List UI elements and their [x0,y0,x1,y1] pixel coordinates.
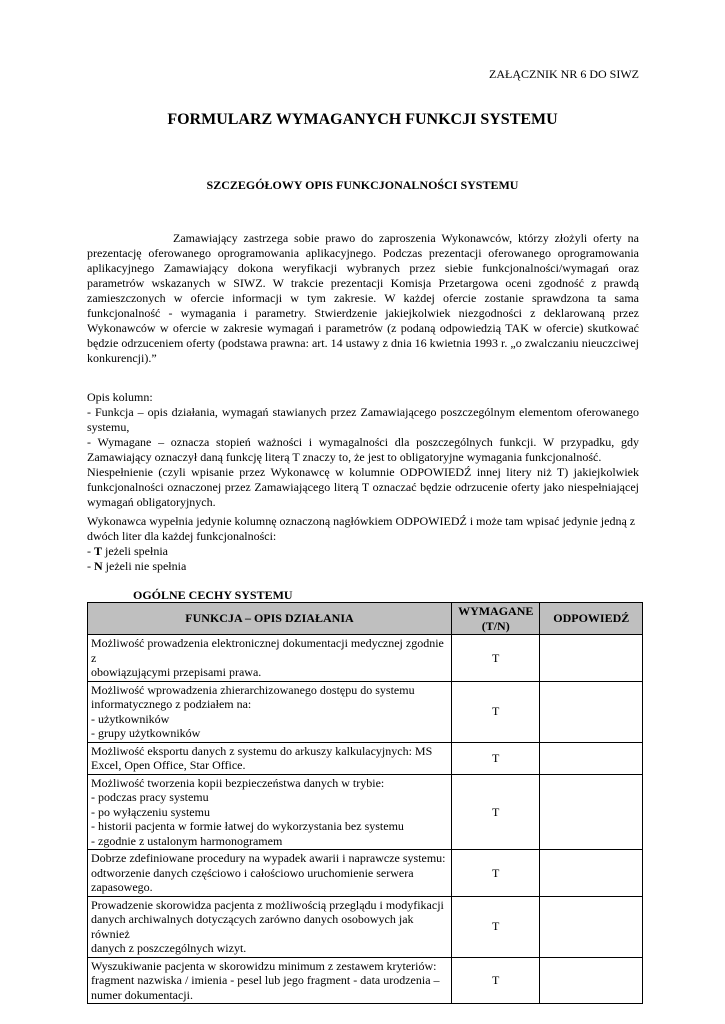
function-line: Możliwość eksportu danych z systemu do arkuszy kalkulacyjnych: MS [91,743,433,758]
function-line: Możliwość wprowadzenia zhierarchizowanego dostępu do systemu [91,682,415,697]
required-cell: T [451,896,540,957]
function-line: Excel, Open Office, Star Office. [91,758,246,772]
answer-instructions [87,514,639,574]
function-cell [88,681,452,742]
table-row [88,774,643,850]
table-row [88,681,643,742]
table-row [88,957,643,1004]
function-line: informatycznego z podziałem na: [91,697,252,711]
answer-option-n: - N jeżeli nie spełnia [87,559,187,573]
legend-wymagane: - Wymagane – oznacza stopień ważności i wymagalności dla poszczególnych funkcji. W przypadku, gdy Zamawiający oznaczył daną funkcję literą T znaczy to, że jest to obligatoryjne wymagania funkcjonalność. [87,435,639,464]
legend-heading: Opis kolumn: [87,390,153,404]
required-cell: T [451,850,540,897]
answer-line: Wykonawca wypełnia jedynie kolumnę oznaczoną nagłówkiem ODPOWIEDŹ i może tam wpisać jedynie jedną z dwóch liter dla każdej funkcjonalności: [87,514,636,543]
function-line: zapasowego. [91,880,153,894]
function-line: Dobrze zdefiniowane procedury na wypadek awarii i naprawcze systemu: [91,851,446,865]
function-line: Możliwość prowadzenia elektronicznej dokumentacji medycznej zgodnie z [91,636,444,665]
header-required [451,603,540,635]
function-line: - po wyłączeniu systemu [91,804,210,819]
columns-legend [87,390,639,510]
function-line: - grupy użytkowników [91,726,201,740]
table-row [88,742,643,774]
function-line: danych z poszczególnych wizyt. [91,941,247,955]
section-title: OGÓLNE CECHY SYSTEMU [133,588,293,602]
header-required-line1: WYMAGANE [458,604,534,618]
function-cell [88,635,452,682]
function-line: - zgodnie z ustalonym harmonogramem [91,833,283,848]
function-cell [88,896,452,957]
function-cell [88,850,452,897]
attachment-label: ZAŁĄCZNIK NR 6 DO SIWZ [489,67,639,81]
required-cell: T [451,681,540,742]
function-line: Prowadzenie skorowidza pacjenta z możliwością przeglądu i modyfikacji [91,897,444,912]
table-row [88,896,643,957]
function-cell [88,957,452,1004]
answer-cell[interactable] [540,742,643,774]
document-subtitle: SZCZEGÓŁOWY OPIS FUNKCJONALNOŚCI SYSTEMU [206,178,519,192]
table-body [88,635,643,1004]
answer-cell[interactable] [540,850,643,897]
function-cell [88,774,452,850]
function-line: - podczas pracy systemu [91,790,209,804]
function-line: numer dokumentacji. [91,987,193,1002]
required-cell: T [451,957,540,1004]
function-line: odtworzenie danych częściowo i całościowo uruchomienie serwera [91,865,414,880]
header-function: FUNKCJA – OPIS DZIAŁANIA [88,603,452,635]
answer-t-letter: T [94,544,103,558]
table-header-row [88,603,643,635]
function-line: - historii pacjenta w formie łatwej do wykorzystania bez systemu [91,819,404,833]
legend-funkcja: - Funkcja – opis działania, wymagań stawianych przez Zamawiającego poszczególnym elementom oferowanego systemu, [87,405,639,434]
answer-cell[interactable] [540,635,643,682]
table-row [88,850,643,897]
answer-t-text: jeżeli spełnia [102,544,168,558]
function-line: danych archiwalnych dotyczących zarówno danych osobowych jak również [91,912,414,941]
legend-niespelnienie: Niespełnienie (czyli wpisanie przez Wykonawcę w kolumnie ODPOWIEDŹ innej litery niż T) jakiejkolwiek funkcjonalności oznaczonej przez Zamawiającego literą T oznaczać będzie odrzucenie oferty jako niespełniającej wymagań obligatoryjnych. [87,465,639,509]
document-title: FORMULARZ WYMAGANYCH FUNKCJI SYSTEMU [167,111,558,128]
requirements-table [87,602,643,1004]
function-line: Możliwość tworzenia kopii bezpieczeństwa danych w trybie: [91,775,385,790]
answer-cell[interactable] [540,957,643,1004]
answer-option-t: - T jeżeli spełnia [87,544,168,558]
function-line: Wyszukiwanie pacjenta w skorowidzu minimum z zestawem kryteriów: [91,958,437,973]
required-cell: T [451,774,540,850]
function-cell [88,742,452,774]
header-answer: ODPOWIEDŹ [540,603,643,635]
function-line: - użytkowników [91,711,170,726]
answer-cell[interactable] [540,896,643,957]
intro-text: Zamawiający zastrzega sobie prawo do zaproszenia Wykonawców, którzy złożyli oferty na prezentację oferowanego oprogramowania aplikacyjnego. Podczas prezentacji oferowanego oprogramowania aplikacyjnego Zamawiający dokona weryfikacji wybranych przez siebie funkcjonalności/wymagań oraz parametrów wskazanych w SIWZ. W trakcie prezentacji Komisja Przetargowa oceni zgodność z prawdą zamieszczonych w ofercie informacji w tym zakresie. W każdej ofercie zostanie sprawdzona ta sama funkcjonalność - wymagania i parametry. Stwierdzenie jakiejkolwiek niezgodności z deklarowaną przez Wykonawców w ofercie w zakresie wymagań i parametrów (z podaną odpowiedzią TAK w ofercie) skutkować będzie odrzuceniem oferty (podstawa prawna: art. 14 ustawy z dnia 16 kwietnia 1993 r. „o zwalczaniu nieuczciwej konkurencji).” [87,231,639,365]
answer-n-letter: N [94,559,103,573]
function-line: fragment nazwiska / imienia - pesel lub jego fragment - data urodzenia – [91,973,440,987]
answer-cell[interactable] [540,681,643,742]
header-required-line2: (T/N) [481,618,510,633]
table-row [88,635,643,682]
answer-n-text: jeżeli nie spełnia [102,559,187,573]
required-cell: T [451,742,540,774]
function-line: obowiązującymi przepisami prawa. [91,665,262,679]
required-cell: T [451,635,540,682]
answer-cell[interactable] [540,774,643,850]
intro-paragraph [87,231,639,366]
